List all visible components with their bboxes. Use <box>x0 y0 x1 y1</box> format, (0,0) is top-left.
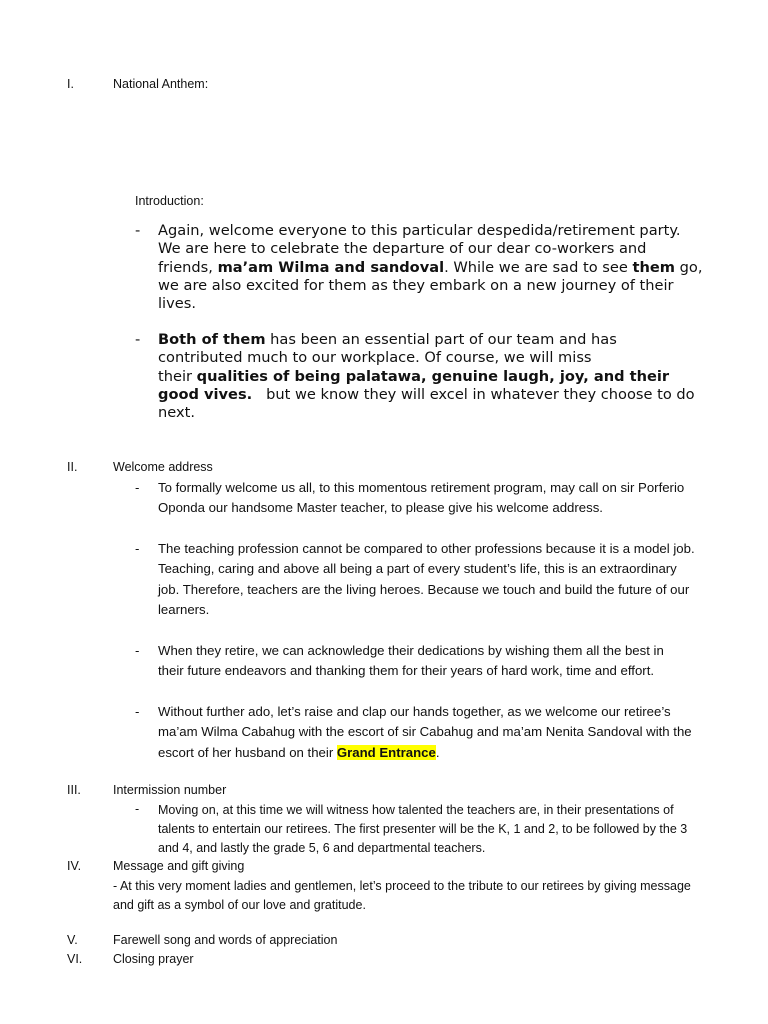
text-line: job. Therefore, teachers are the living heroes. Because we touch and build the future of our <box>158 581 690 597</box>
section-title: Farewell song and words of appreciation <box>113 933 338 947</box>
bold-text: them <box>632 258 675 276</box>
section-number: V. <box>67 933 78 947</box>
text-line: their qualities of being palatawa, genuine laugh, joy, and their <box>158 367 670 385</box>
text-line: We are here to celebrate the departure of our dear co-workers and <box>158 240 647 258</box>
bullet-dash: - <box>135 704 140 719</box>
text-line: friends, ma’am Wilma and sandoval. While we are sad to see them go, <box>158 258 703 276</box>
welcome-bullet-4 <box>158 702 692 763</box>
text-line: - At this very moment ladies and gentlemen, let’s proceed to the tribute to our retirees by giving message <box>113 879 691 893</box>
section-title: National Anthem: <box>113 77 209 91</box>
text-line: Both of them has been an essential part of our team and has <box>158 331 617 348</box>
introduction-heading: Introduction: <box>135 194 204 208</box>
bullet-dash: - <box>135 643 140 658</box>
text-line: and 4, and lastly the grade 5, 6 and departmental teachers. <box>158 841 486 855</box>
text-line: learners. <box>158 601 210 617</box>
bullet-dash: - <box>135 541 140 556</box>
text-line: The teaching profession cannot be compared to other professions because it is a model job. <box>158 541 695 556</box>
bullet-dash: - <box>135 222 141 239</box>
bold-text: Both of them <box>158 331 266 348</box>
message-paragraph <box>113 877 691 915</box>
text-line: their future endeavors and thanking them for their years of hard work, time and effort. <box>158 663 655 679</box>
text-line: and gift as a symbol of our love and gratitude. <box>113 898 366 912</box>
text-line: contributed much to our workplace. Of course, we will miss <box>158 349 592 367</box>
text-line: Oponda our handsome Master teacher, to please give his welcome address. <box>158 500 603 516</box>
bullet-dash: - <box>135 802 140 816</box>
text-line: good vives. but we know they will excel in whatever they choose to do <box>158 385 695 403</box>
text-line: next. <box>158 404 195 422</box>
welcome-bullet-3 <box>158 641 664 682</box>
section-title: Welcome address <box>113 460 213 474</box>
text-line: lives. <box>158 295 196 313</box>
text-line: ma’am Wilma Cabahug with the escort of sir Cabahug and ma’am Nenita Sandoval with the <box>158 724 692 740</box>
section-number: I. <box>67 77 74 91</box>
section-title: Message and gift giving <box>113 859 245 873</box>
text-line: we are also excited for them as they embark on a new journey of their <box>158 276 674 294</box>
bold-text: ma’am Wilma and sandoval <box>217 258 445 276</box>
intro-paragraph-2 <box>158 331 695 422</box>
text-line: Again, welcome everyone to this particular despedida/retirement party. <box>158 222 681 239</box>
text-line: escort of her husband on their Grand Entrance. <box>158 744 440 760</box>
bold-text: qualities of being palatawa, genuine laugh, joy, and their <box>196 367 670 385</box>
section-number: II. <box>67 460 78 474</box>
section-number: VI. <box>67 952 83 966</box>
welcome-bullet-1 <box>158 478 684 519</box>
section-number: III. <box>67 783 81 797</box>
text-line: Without further ado, let’s raise and clap our hands together, as we welcome our retiree’s <box>158 704 671 719</box>
text-line: Moving on, at this time we will witness how talented the teachers are, in their presentations of <box>158 803 674 817</box>
highlighted-text: Grand Entrance <box>336 744 436 760</box>
text-line: To formally welcome us all, to this momentous retirement program, may call on sir Porferio <box>158 480 685 495</box>
text-line: When they retire, we can acknowledge their dedications by wishing them all the best in <box>158 643 664 658</box>
intro-paragraph-1 <box>158 222 702 313</box>
welcome-bullet-2 <box>158 539 695 620</box>
bold-text: good vives. <box>158 385 253 403</box>
text-line: Teaching, caring and above all being a part of every student’s life, this is an extraordinary <box>158 561 677 577</box>
intermission-bullet <box>158 801 687 858</box>
section-number: IV. <box>67 859 82 873</box>
section-title: Closing prayer <box>113 952 194 966</box>
text-line: talents to entertain our retirees. The first presenter will be the K, 1 and 2, to be followed by the 3 <box>158 822 688 836</box>
bullet-dash: - <box>135 331 141 348</box>
section-title: Intermission number <box>113 783 227 797</box>
bullet-dash: - <box>135 480 140 495</box>
